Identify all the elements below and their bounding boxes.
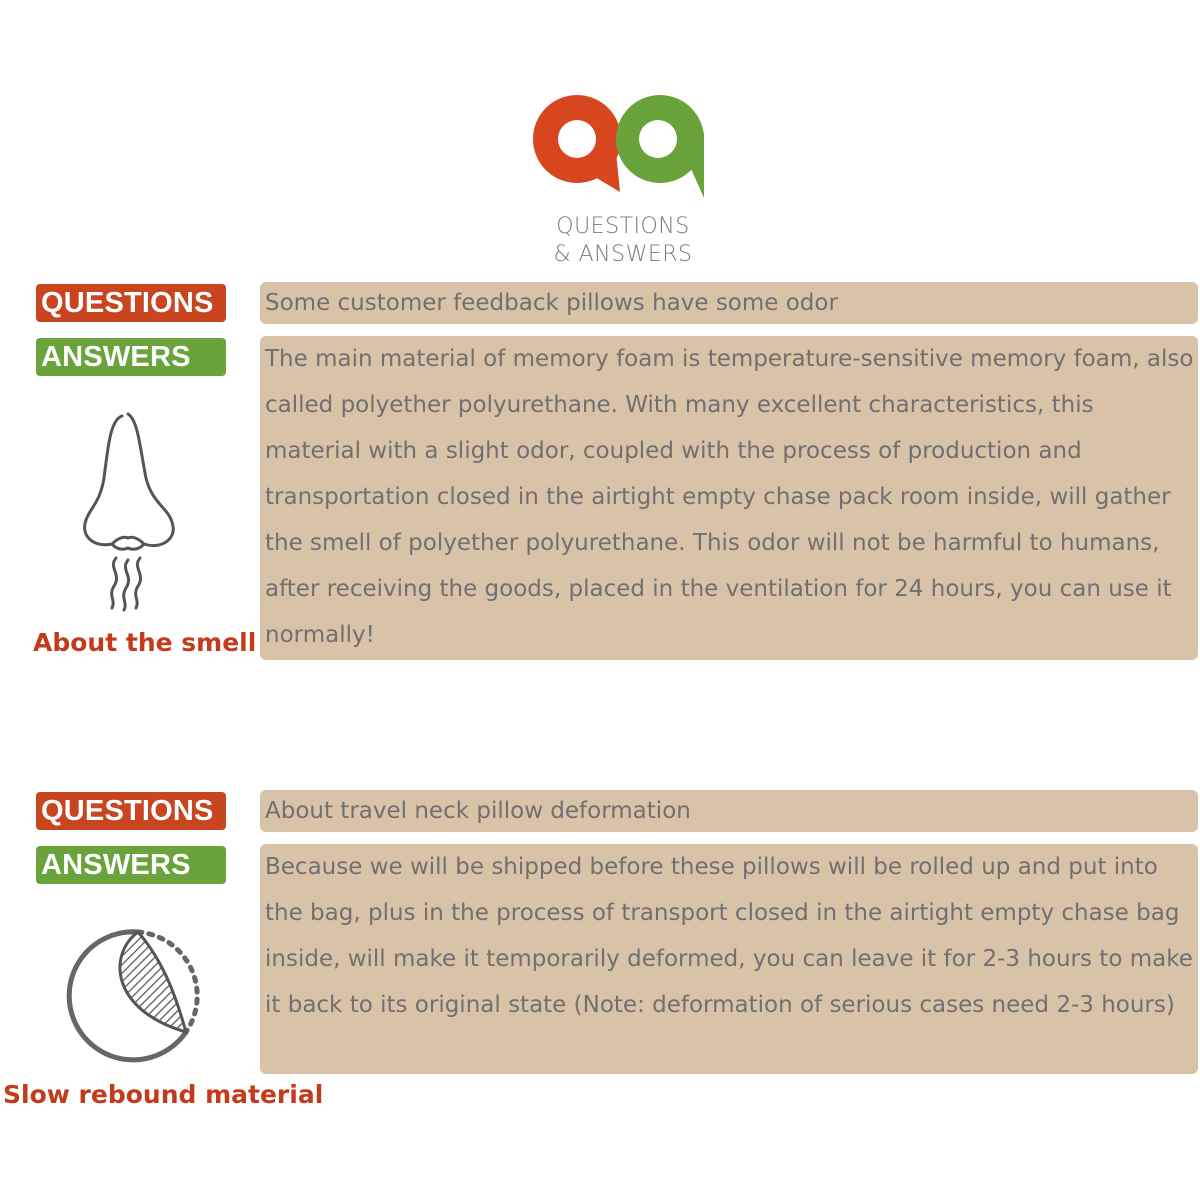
question-box: About travel neck pillow deformation	[260, 790, 1198, 832]
smell-caption: About the smell	[33, 628, 257, 657]
questions-badge: QUESTIONS	[36, 284, 226, 322]
slow-rebound-icon	[60, 924, 205, 1069]
answers-badge: ANSWERS	[36, 846, 226, 884]
answers-badge: ANSWERS	[36, 338, 226, 376]
logo-text	[548, 213, 698, 269]
question-box: Some customer feedback pillows have some odor	[260, 282, 1198, 324]
logo-line2: & ANSWERS	[553, 242, 693, 267]
questions-badge: QUESTIONS	[36, 792, 226, 830]
nose-smell-icon	[72, 408, 192, 623]
logo-line1: QUESTIONS	[556, 214, 690, 239]
answer-box: Because we will be shipped before these pillows will be rolled up and put into the bag, plus in the process of transport closed in the airtight empty chase bag inside, will make it temporarily deformed, you can leave it for 2-3 hours to make it back to its original state (Note: deformation of serious cases need 2-3 hours)	[260, 844, 1198, 1074]
answer-box: The main material of memory foam is temperature-sensitive memory foam, also called polyether polyurethane. With many excellent characteristics, this material with a slight odor, coupled with the process of production and transportation closed in the airtight empty chase pack room inside, will gather the smell of polyether polyurethane. This odor will not be harmful to humans, after receiving the goods, placed in the ventilation for 24 hours, you can use it normally!	[260, 336, 1198, 660]
rebound-caption: Slow rebound material	[3, 1080, 324, 1109]
